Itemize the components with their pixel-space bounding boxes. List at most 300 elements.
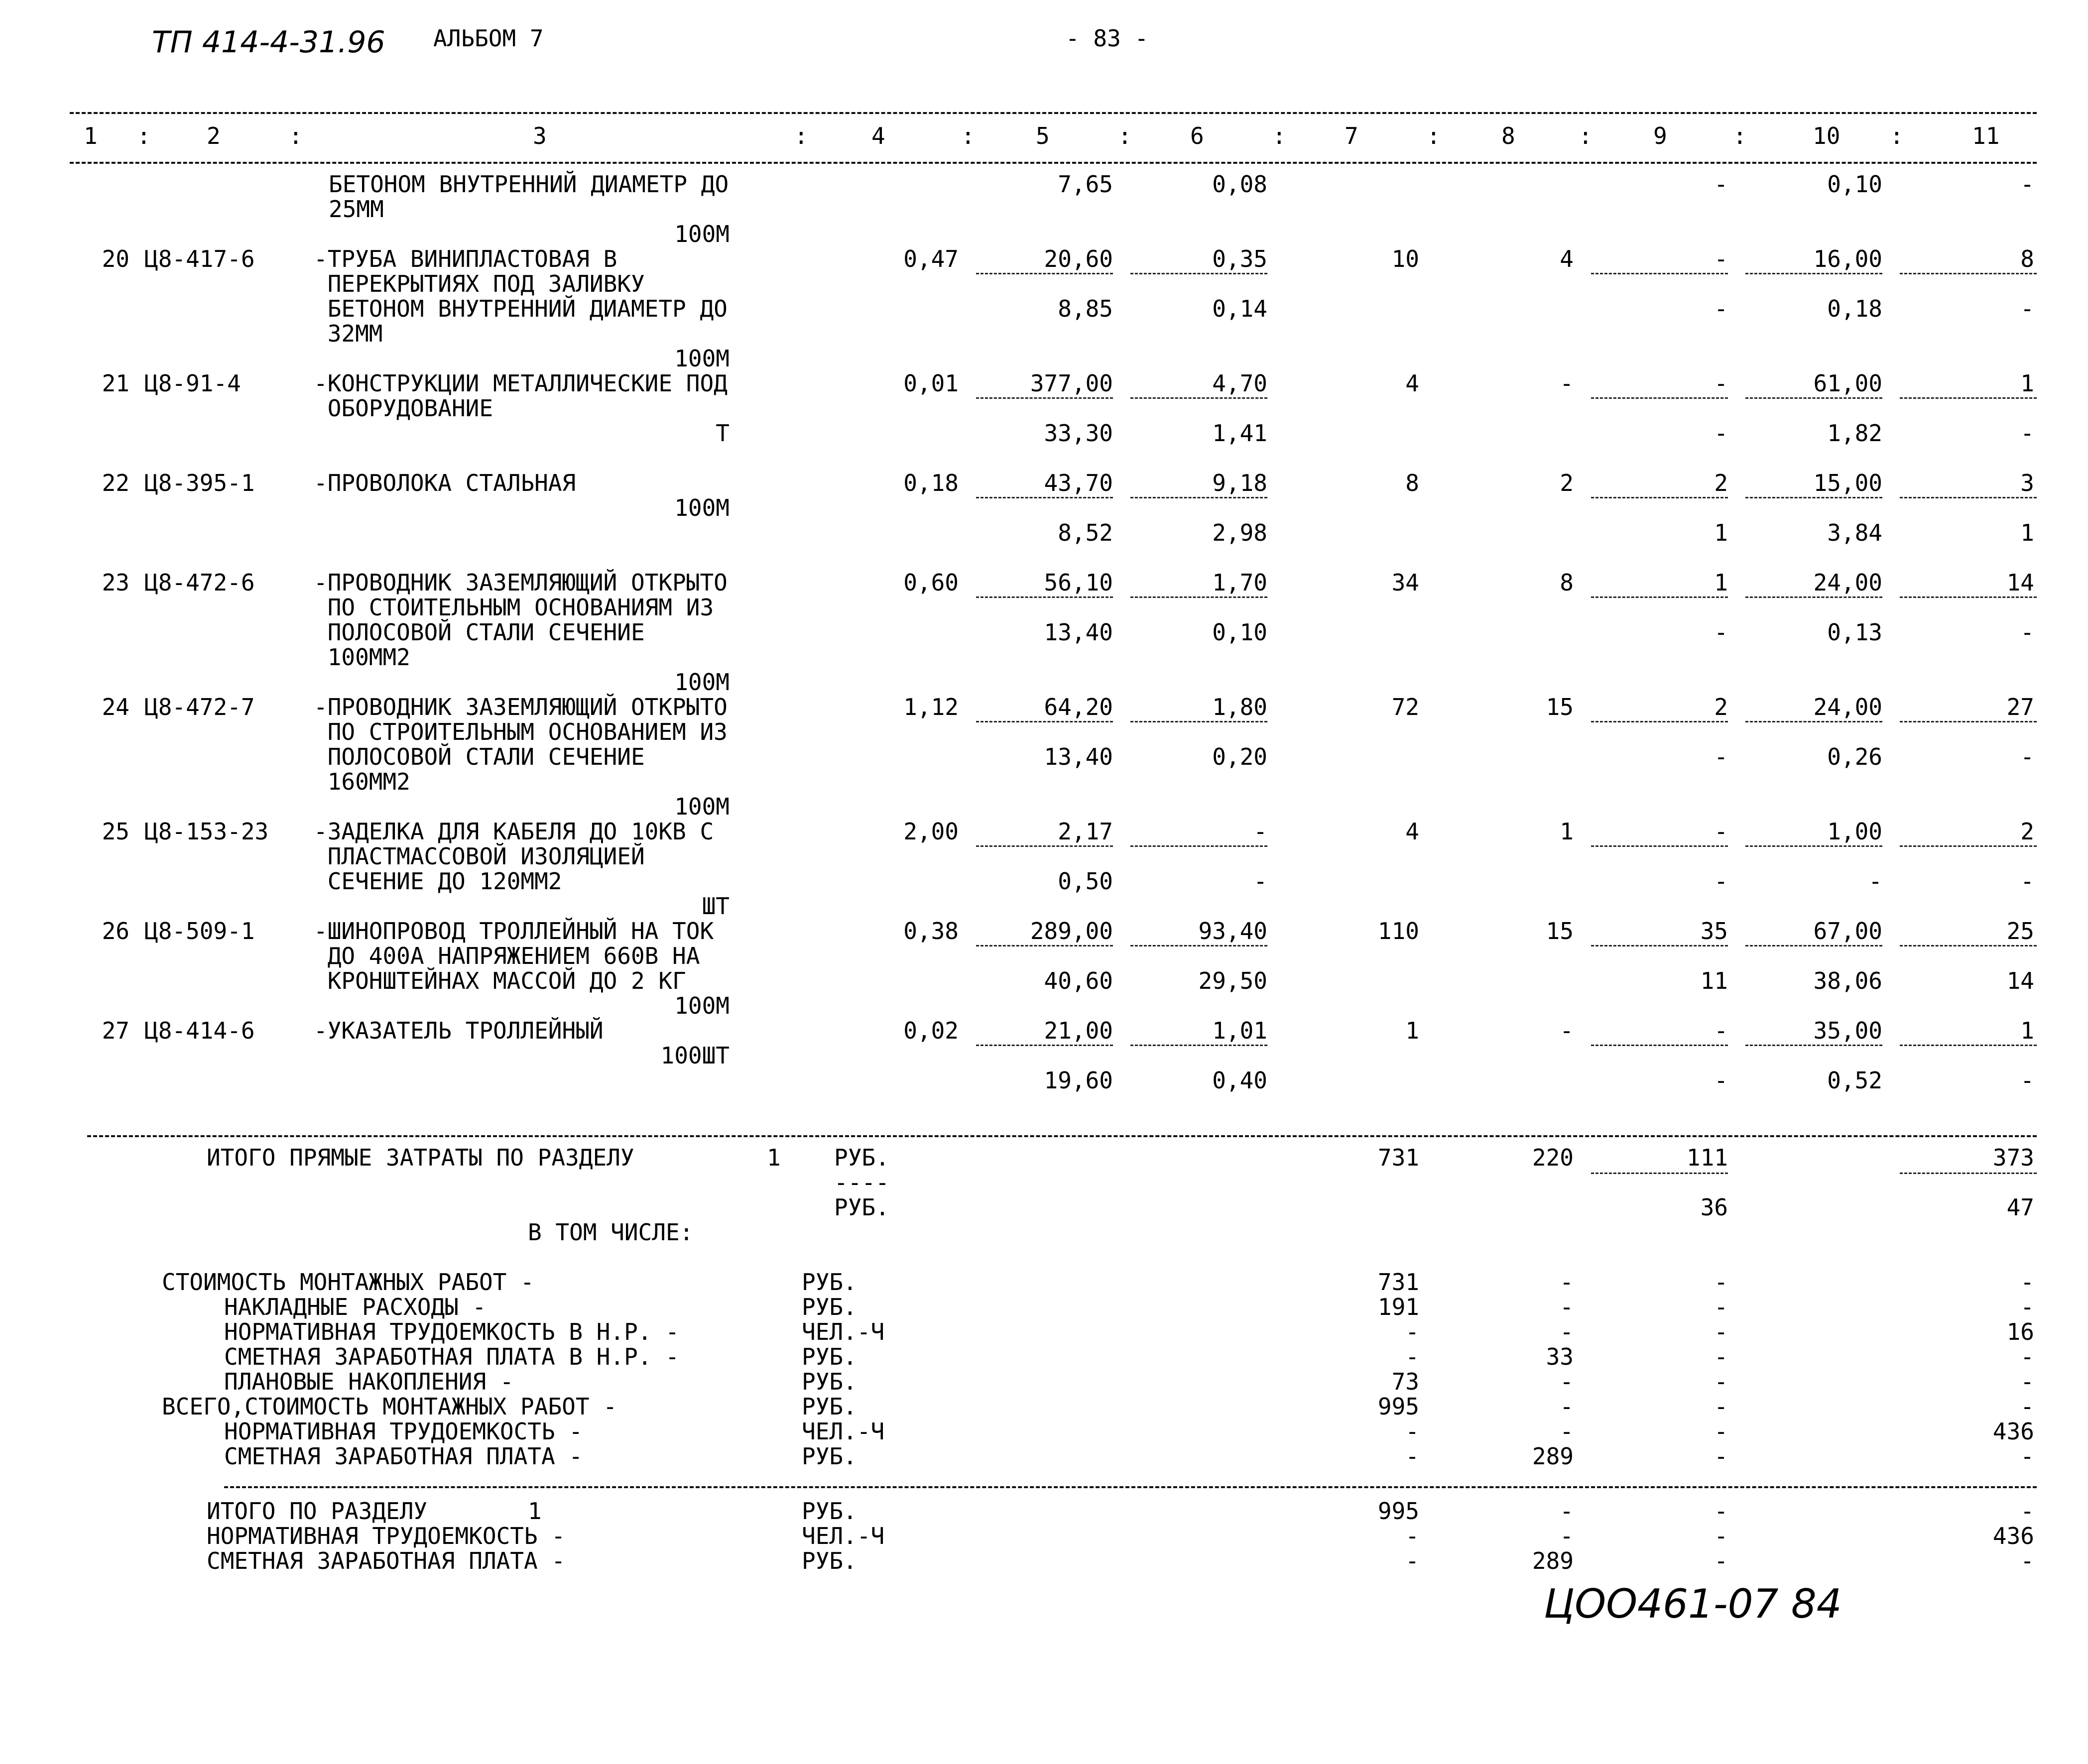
materials-cost-value: 19,60 bbox=[1044, 1067, 1113, 1094]
col9-bottom-value: - bbox=[1714, 171, 1728, 198]
cell-divider bbox=[1745, 845, 1882, 847]
unit-of-measure: 100М bbox=[674, 669, 730, 696]
machine-wages-value: 0,14 bbox=[1212, 295, 1267, 322]
section-total-machines: - bbox=[1714, 1498, 1728, 1525]
materials-cost-value: 7,65 bbox=[1058, 171, 1113, 198]
machine-labor-unit: 0,26 bbox=[1827, 743, 1882, 770]
machine-wages-value: 2,98 bbox=[1212, 519, 1267, 546]
machine-wages-value: 0,10 bbox=[1212, 619, 1267, 646]
unit-cost-total: 289,00 bbox=[1030, 918, 1113, 944]
cell-divider bbox=[1900, 497, 2037, 498]
labor-total-value: 25 bbox=[2006, 918, 2034, 944]
labor-total-value: 1 bbox=[2020, 370, 2034, 397]
quantity-value: 0,38 bbox=[903, 918, 959, 944]
cell-divider bbox=[1591, 497, 1728, 498]
cell-divider bbox=[1591, 845, 1728, 847]
machines-value: 2 bbox=[1714, 694, 1728, 720]
section-total-label: ИТОГО ПО РАЗДЕЛУ bbox=[207, 1498, 428, 1525]
cell-divider bbox=[1130, 273, 1267, 274]
row-number: 24 bbox=[102, 694, 129, 720]
total-cost-value: 10 bbox=[1391, 245, 1419, 272]
description-line: КРОНШТЕЙНАХ МАССОЙ ДО 2 КГ bbox=[314, 967, 686, 994]
cell-divider bbox=[1130, 845, 1267, 847]
row-number: 22 bbox=[102, 470, 129, 496]
machine-wages-total: - bbox=[1714, 868, 1728, 895]
unit-cost-machines: 0,35 bbox=[1212, 245, 1267, 272]
direct-costs-unit-divider: ---- bbox=[834, 1169, 889, 1196]
unit-cost-total: 64,20 bbox=[1044, 694, 1113, 720]
wages-value: 15 bbox=[1546, 918, 1574, 944]
breakdown-labor: - bbox=[2020, 1294, 2034, 1320]
album-label: АЛЬБОМ 7 bbox=[433, 25, 544, 52]
breakdown-cost: 191 bbox=[1377, 1294, 1419, 1320]
cell-divider bbox=[1745, 497, 1882, 498]
unit-of-measure: 100М bbox=[674, 992, 730, 1019]
unit-cost-total: 377,00 bbox=[1030, 370, 1113, 397]
quantity-value: 0,47 bbox=[903, 245, 959, 272]
cell-divider bbox=[1591, 273, 1728, 274]
breakdown-label: НАКЛАДНЫЕ РАСХОДЫ - bbox=[224, 1294, 487, 1320]
materials-cost-value: 40,60 bbox=[1044, 967, 1113, 994]
row-code: Ц8-472-7 bbox=[144, 694, 255, 720]
row-code: Ц8-472-6 bbox=[144, 569, 255, 596]
row-code: Ц8-414-6 bbox=[144, 1017, 255, 1044]
machine-labor-total: 14 bbox=[2006, 967, 2034, 994]
cell-divider bbox=[1900, 845, 2037, 847]
description-line: ОБОРУДОВАНИЕ bbox=[314, 395, 493, 422]
unit-of-measure: 100М bbox=[674, 494, 730, 521]
section-total-cost: - bbox=[1405, 1523, 1419, 1549]
breakdown-wages: - bbox=[1560, 1294, 1574, 1320]
cell-divider bbox=[1745, 397, 1882, 399]
cell-divider bbox=[1900, 721, 2037, 722]
cell-divider bbox=[1745, 721, 1882, 722]
breakdown-unit: ЧЕЛ.-Ч bbox=[802, 1418, 885, 1445]
machine-labor-unit: 1,82 bbox=[1827, 420, 1882, 447]
description-line: 25ММ bbox=[329, 196, 384, 223]
cell-divider bbox=[1900, 945, 2037, 946]
cell-divider bbox=[1591, 945, 1728, 946]
description-line: 100ММ2 bbox=[314, 644, 410, 671]
total-cost-value: 34 bbox=[1391, 569, 1419, 596]
section-total-unit: РУБ. bbox=[802, 1498, 857, 1525]
column-header-7: 7 bbox=[1345, 122, 1358, 149]
breakdown-cost: 731 bbox=[1377, 1269, 1419, 1295]
col10-bottom-value: 0,10 bbox=[1827, 171, 1882, 198]
machines-value: - bbox=[1714, 245, 1728, 272]
row-number: 27 bbox=[102, 1017, 129, 1044]
unit-of-measure: 100ШТ bbox=[660, 1042, 730, 1069]
quantity-value: 0,60 bbox=[903, 569, 959, 596]
unit-cost-total: 20,60 bbox=[1044, 245, 1113, 272]
page-number: - 83 - bbox=[1066, 25, 1149, 52]
column-header-1: 1 bbox=[84, 122, 98, 149]
labor-total-value: 3 bbox=[2020, 470, 2034, 496]
machine-labor-unit: 0,13 bbox=[1827, 619, 1882, 646]
total-cost-value: 1 bbox=[1405, 1017, 1419, 1044]
description-line: ПОЛОСОВОЙ СТАЛИ СЕЧЕНИЕ bbox=[314, 619, 645, 646]
direct-machines: 111 bbox=[1686, 1144, 1728, 1171]
unit-cost-total: 21,00 bbox=[1044, 1017, 1113, 1044]
breakdown-cost: - bbox=[1405, 1443, 1419, 1470]
machine-labor-unit: 0,52 bbox=[1827, 1067, 1882, 1094]
unit-cost-machines: 1,01 bbox=[1212, 1017, 1267, 1044]
machines-value: 2 bbox=[1714, 470, 1728, 496]
section-total-unit: ЧЕЛ.-Ч bbox=[802, 1523, 885, 1549]
breakdown-cost: - bbox=[1405, 1343, 1419, 1370]
machine-wages-total: - bbox=[1714, 743, 1728, 770]
col11-bottom-value: - bbox=[2020, 171, 2034, 198]
row-code: Ц8-153-23 bbox=[144, 818, 269, 845]
labor-unit-value: 35,00 bbox=[1813, 1017, 1882, 1044]
machine-labor-unit: 38,06 bbox=[1813, 967, 1882, 994]
column-separator: : bbox=[137, 122, 151, 149]
column-separator: : bbox=[961, 122, 975, 149]
breakdown-labor: - bbox=[2020, 1343, 2034, 1370]
breakdown-wages: - bbox=[1560, 1418, 1574, 1445]
machine-labor-unit: - bbox=[1868, 868, 1882, 895]
cell-divider bbox=[976, 397, 1113, 399]
breakdown-label: СМЕТНАЯ ЗАРАБОТНАЯ ПЛАТА В Н.Р. - bbox=[224, 1343, 679, 1370]
breakdown-unit: ЧЕЛ.-Ч bbox=[802, 1318, 885, 1345]
column-separator: : bbox=[1890, 122, 1904, 149]
machine-wages-value: - bbox=[1253, 868, 1267, 895]
breakdown-labor: - bbox=[2020, 1269, 2034, 1295]
direct-divider-9 bbox=[1591, 1173, 1728, 1174]
total-cost-value: 4 bbox=[1405, 818, 1419, 845]
description-line: БЕТОНОМ ВНУТРЕННИЙ ДИАМЕТР ДО bbox=[314, 295, 728, 322]
materials-cost-value: 13,40 bbox=[1044, 619, 1113, 646]
wages-value: 4 bbox=[1560, 245, 1574, 272]
row-code: Ц8-395-1 bbox=[144, 470, 255, 496]
breakdown-label: НОРМАТИВНАЯ ТРУДОЕМКОСТЬ - bbox=[224, 1418, 583, 1445]
machine-wages-value: 29,50 bbox=[1198, 967, 1267, 994]
description-line: -ПРОВОДНИК ЗАЗЕМЛЯЮЩИЙ ОТКРЫТО bbox=[314, 694, 728, 720]
machine-wages-total: 1 bbox=[1714, 519, 1728, 546]
cell-divider bbox=[1900, 273, 2037, 274]
total-cost-value: 110 bbox=[1377, 918, 1419, 944]
machine-wages-total: - bbox=[1714, 420, 1728, 447]
cell-divider bbox=[1130, 721, 1267, 722]
table-bottom-rule bbox=[87, 1135, 2037, 1137]
total-cost-value: 72 bbox=[1391, 694, 1419, 720]
labor-total-value: 1 bbox=[2020, 1017, 2034, 1044]
breakdown-machines: - bbox=[1714, 1294, 1728, 1320]
breakdown-wages: - bbox=[1560, 1368, 1574, 1395]
cell-divider bbox=[976, 945, 1113, 946]
machines-value: - bbox=[1714, 370, 1728, 397]
labor-unit-value: 67,00 bbox=[1813, 918, 1882, 944]
labor-unit-value: 61,00 bbox=[1813, 370, 1882, 397]
description-line: -ЗАДЕЛКА ДЛЯ КАБЕЛЯ ДО 10КВ С bbox=[314, 818, 714, 845]
total-cost-value: 8 bbox=[1405, 470, 1419, 496]
breakdown-label: НОРМАТИВНАЯ ТРУДОЕМКОСТЬ В Н.Р. - bbox=[224, 1318, 679, 1345]
direct-total-cost: 731 bbox=[1377, 1144, 1419, 1171]
breakdown-unit: РУБ. bbox=[802, 1343, 857, 1370]
unit-cost-machines: 1,70 bbox=[1212, 569, 1267, 596]
breakdown-unit: РУБ. bbox=[802, 1393, 857, 1420]
machine-labor-total: - bbox=[2020, 420, 2034, 447]
cell-divider bbox=[976, 845, 1113, 847]
column-header-10: 10 bbox=[1813, 122, 1841, 149]
breakdown-label: ПЛАНОВЫЕ НАКОПЛЕНИЯ - bbox=[224, 1368, 514, 1395]
breakdown-label: СМЕТНАЯ ЗАРАБОТНАЯ ПЛАТА - bbox=[224, 1443, 583, 1470]
column-separator: : bbox=[794, 122, 808, 149]
column-separator: : bbox=[289, 122, 303, 149]
machine-labor-total: - bbox=[2020, 1067, 2034, 1094]
row-number: 25 bbox=[102, 818, 129, 845]
labor-unit-value: 16,00 bbox=[1813, 245, 1882, 272]
description-line: -ПРОВОДНИК ЗАЗЕМЛЯЮЩИЙ ОТКРЫТО bbox=[314, 569, 728, 596]
breakdown-machines: - bbox=[1714, 1393, 1728, 1420]
unit-cost-machines: 9,18 bbox=[1212, 470, 1267, 496]
column-separator: : bbox=[1272, 122, 1286, 149]
cell-divider bbox=[1591, 397, 1728, 399]
quantity-value: 1,12 bbox=[903, 694, 959, 720]
unit-cost-machines: 1,80 bbox=[1212, 694, 1267, 720]
unit-cost-total: 56,10 bbox=[1044, 569, 1113, 596]
breakdown-unit: РУБ. bbox=[802, 1443, 857, 1470]
machine-wages-total: - bbox=[1714, 295, 1728, 322]
column-header-5: 5 bbox=[1036, 122, 1050, 149]
unit-cost-machines: 93,40 bbox=[1198, 918, 1267, 944]
breakdown-wages: 33 bbox=[1546, 1343, 1574, 1370]
materials-cost-value: 8,85 bbox=[1058, 295, 1113, 322]
cell-divider bbox=[1900, 596, 2037, 598]
labor-total-value: 2 bbox=[2020, 818, 2034, 845]
column-separator: : bbox=[1579, 122, 1593, 149]
row-number: 21 bbox=[102, 370, 129, 397]
breakdown-wages: 289 bbox=[1532, 1443, 1574, 1470]
breakdown-labor: - bbox=[2020, 1393, 2034, 1420]
cell-divider bbox=[1130, 596, 1267, 598]
labor-unit-value: 24,00 bbox=[1813, 694, 1882, 720]
description-line: -ПРОВОЛОКА СТАЛЬНАЯ bbox=[314, 470, 576, 496]
direct-labor: 373 bbox=[1992, 1144, 2034, 1171]
breakdown-wages: - bbox=[1560, 1318, 1574, 1345]
row-number: 20 bbox=[102, 245, 129, 272]
breakdown-machines: - bbox=[1714, 1269, 1728, 1295]
table-top-rule bbox=[70, 112, 2037, 114]
machine-wages-total: 11 bbox=[1700, 967, 1728, 994]
section-total-machines: - bbox=[1714, 1523, 1728, 1549]
cell-divider bbox=[1745, 1045, 1882, 1046]
materials-cost-value: 0,50 bbox=[1058, 868, 1113, 895]
cell-divider bbox=[976, 721, 1113, 722]
direct-costs-unit-2: РУБ. bbox=[834, 1194, 889, 1221]
section-total-rule bbox=[224, 1486, 2037, 1488]
breakdown-cost: 73 bbox=[1391, 1368, 1419, 1395]
direct-divider-11 bbox=[1900, 1173, 2037, 1174]
description-line: -ТРУБА ВИНИПЛАСТОВАЯ В bbox=[314, 245, 617, 272]
cell-divider bbox=[1745, 596, 1882, 598]
unit-cost-machines: 4,70 bbox=[1212, 370, 1267, 397]
labor-total-value: 14 bbox=[2006, 569, 2034, 596]
unit-cost-machines: - bbox=[1253, 818, 1267, 845]
section-total-wages: - bbox=[1560, 1523, 1574, 1549]
breakdown-machines: - bbox=[1714, 1343, 1728, 1370]
labor-unit-value: 24,00 bbox=[1813, 569, 1882, 596]
section-total-unit: РУБ. bbox=[802, 1547, 857, 1574]
description-line: 32ММ bbox=[314, 320, 383, 347]
cell-divider bbox=[1745, 273, 1882, 274]
direct-costs-label: ИТОГО ПРЯМЫЕ ЗАТРАТЫ ПО РАЗДЕЛУ bbox=[207, 1144, 634, 1171]
quantity-value: 0,01 bbox=[903, 370, 959, 397]
column-header-9: 9 bbox=[1653, 122, 1667, 149]
description-line: -УКАЗАТЕЛЬ ТРОЛЛЕЙНЫЙ bbox=[314, 1017, 604, 1044]
column-header-2: 2 bbox=[207, 122, 221, 149]
direct-costs-section: 1 bbox=[767, 1144, 781, 1171]
breakdown-machines: - bbox=[1714, 1318, 1728, 1345]
row-code: Ц8-509-1 bbox=[144, 918, 255, 944]
section-total-wages: 289 bbox=[1532, 1547, 1574, 1574]
machine-labor-total: 1 bbox=[2020, 519, 2034, 546]
cell-divider bbox=[1591, 721, 1728, 722]
breakdown-labor: - bbox=[2020, 1443, 2034, 1470]
breakdown-cost: - bbox=[1405, 1418, 1419, 1445]
breakdown-machines: - bbox=[1714, 1368, 1728, 1395]
machines-value: - bbox=[1714, 1017, 1728, 1044]
materials-cost-value: 33,30 bbox=[1044, 420, 1113, 447]
section-total-labor: - bbox=[2020, 1547, 2034, 1574]
column-header-6: 6 bbox=[1190, 122, 1204, 149]
quantity-value: 0,02 bbox=[903, 1017, 959, 1044]
quantity-value: 2,00 bbox=[903, 818, 959, 845]
handwritten-project-code: ТП 414-4-31.96 bbox=[152, 25, 385, 60]
section-total-label: СМЕТНАЯ ЗАРАБОТНАЯ ПЛАТА - bbox=[207, 1547, 566, 1574]
cell-divider bbox=[976, 1045, 1113, 1046]
section-total-cost: - bbox=[1405, 1547, 1419, 1574]
labor-unit-value: 1,00 bbox=[1827, 818, 1882, 845]
column-header-8: 8 bbox=[1501, 122, 1515, 149]
wages-value: 15 bbox=[1546, 694, 1574, 720]
breakdown-machines: - bbox=[1714, 1443, 1728, 1470]
unit-cost-total: 2,17 bbox=[1058, 818, 1113, 845]
labor-total-value: 27 bbox=[2006, 694, 2034, 720]
table-header-rule bbox=[70, 162, 2037, 164]
cell-divider bbox=[1130, 397, 1267, 399]
breakdown-unit: РУБ. bbox=[802, 1269, 857, 1295]
cell-divider bbox=[976, 596, 1113, 598]
wages-value: - bbox=[1560, 370, 1574, 397]
machines-value: 35 bbox=[1700, 918, 1728, 944]
wages-value: 1 bbox=[1560, 818, 1574, 845]
machine-labor-unit: 0,18 bbox=[1827, 295, 1882, 322]
machines-value: - bbox=[1714, 818, 1728, 845]
cell-divider bbox=[1130, 945, 1267, 946]
cell-divider bbox=[976, 273, 1113, 274]
including-label: В ТОМ ЧИСЛЕ: bbox=[528, 1219, 694, 1246]
breakdown-labor: 16 bbox=[2006, 1318, 2034, 1345]
wages-value: 2 bbox=[1560, 470, 1574, 496]
description-line: СЕЧЕНИЕ ДО 120ММ2 bbox=[314, 868, 562, 895]
unit-of-measure: 100М bbox=[674, 793, 730, 820]
machines-value: 1 bbox=[1714, 569, 1728, 596]
description-line: 160ММ2 bbox=[314, 768, 410, 795]
column-header-4: 4 bbox=[871, 122, 885, 149]
row-code: Ц8-417-6 bbox=[144, 245, 255, 272]
quantity-value: 0,18 bbox=[903, 470, 959, 496]
section-total-number: 1 bbox=[528, 1498, 542, 1525]
direct-wages: 220 bbox=[1532, 1144, 1574, 1171]
section-total-wages: - bbox=[1560, 1498, 1574, 1525]
cell-divider bbox=[1745, 945, 1882, 946]
unit-of-measure: Т bbox=[716, 420, 730, 447]
breakdown-wages: - bbox=[1560, 1393, 1574, 1420]
cell-divider bbox=[1591, 1045, 1728, 1046]
machine-labor-total: - bbox=[2020, 295, 2034, 322]
cell-divider bbox=[1130, 1045, 1267, 1046]
unit-of-measure: 100М bbox=[674, 345, 730, 372]
machine-wages-total: - bbox=[1714, 619, 1728, 646]
breakdown-labor: 436 bbox=[1992, 1418, 2034, 1445]
row-code: Ц8-91-4 bbox=[144, 370, 241, 397]
wages-value: 8 bbox=[1560, 569, 1574, 596]
section-total-label: НОРМАТИВНАЯ ТРУДОЕМКОСТЬ - bbox=[207, 1523, 566, 1549]
description-line: -КОНСТРУКЦИИ МЕТАЛЛИЧЕСКИЕ ПОД bbox=[314, 370, 728, 397]
machine-wages-value: 0,20 bbox=[1212, 743, 1267, 770]
unit-of-measure: 100М bbox=[674, 221, 730, 247]
wages-value: - bbox=[1560, 1017, 1574, 1044]
direct-machine-wages: 36 bbox=[1700, 1194, 1728, 1221]
row-number: 23 bbox=[102, 569, 129, 596]
machine-wages-value: 0,40 bbox=[1212, 1067, 1267, 1094]
unit-cost-total: 43,70 bbox=[1044, 470, 1113, 496]
breakdown-unit: РУБ. bbox=[802, 1294, 857, 1320]
cell-divider bbox=[976, 497, 1113, 498]
cell-divider bbox=[1900, 1045, 2037, 1046]
breakdown-labor: - bbox=[2020, 1368, 2034, 1395]
unit-of-measure: ШТ bbox=[702, 893, 730, 920]
breakdown-cost: 995 bbox=[1377, 1393, 1419, 1420]
machine-labor-total: - bbox=[2020, 619, 2034, 646]
column-separator: : bbox=[1118, 122, 1132, 149]
description-line: ПОЛОСОВОЙ СТАЛИ СЕЧЕНИЕ bbox=[314, 743, 645, 770]
column-header-11: 11 bbox=[1972, 122, 2000, 149]
machine-wages-value: 1,41 bbox=[1212, 420, 1267, 447]
section-total-labor: 436 bbox=[1992, 1523, 2034, 1549]
section-total-cost: 995 bbox=[1377, 1498, 1419, 1525]
total-cost-value: 4 bbox=[1405, 370, 1419, 397]
machine-cost-value: 0,08 bbox=[1212, 171, 1267, 198]
breakdown-cost: - bbox=[1405, 1318, 1419, 1345]
cell-divider bbox=[1130, 497, 1267, 498]
description-line: ПО СТОИТЕЛЬНЫМ ОСНОВАНИЯМ ИЗ bbox=[314, 594, 714, 621]
column-separator: : bbox=[1427, 122, 1441, 149]
labor-unit-value: 15,00 bbox=[1813, 470, 1882, 496]
direct-machine-labor: 47 bbox=[2006, 1194, 2034, 1221]
description-line: -ШИНОПРОВОД ТРОЛЛЕЙНЫЙ НА ТОК bbox=[314, 918, 714, 944]
description-line: ПЕРЕКРЫТИЯХ ПОД ЗАЛИВКУ bbox=[314, 270, 645, 297]
column-header-3: 3 bbox=[533, 122, 547, 149]
description-line: ДО 400А НАПРЯЖЕНИЕМ 660В НА bbox=[314, 942, 700, 969]
machine-labor-total: - bbox=[2020, 868, 2034, 895]
cell-divider bbox=[1591, 596, 1728, 598]
machine-labor-total: - bbox=[2020, 743, 2034, 770]
breakdown-wages: - bbox=[1560, 1269, 1574, 1295]
breakdown-label: ВСЕГО,СТОИМОСТЬ МОНТАЖНЫХ РАБОТ - bbox=[162, 1393, 617, 1420]
description-line: ПО СТРОИТЕЛЬНЫМ ОСНОВАНИЕМ ИЗ bbox=[314, 718, 728, 745]
machine-wages-total: - bbox=[1714, 1067, 1728, 1094]
column-separator: : bbox=[1733, 122, 1747, 149]
section-total-machines: - bbox=[1714, 1547, 1728, 1574]
cell-divider bbox=[1900, 397, 2037, 399]
machine-labor-unit: 3,84 bbox=[1827, 519, 1882, 546]
breakdown-unit: РУБ. bbox=[802, 1368, 857, 1395]
breakdown-label: СТОИМОСТЬ МОНТАЖНЫХ РАБОТ - bbox=[162, 1269, 534, 1295]
materials-cost-value: 8,52 bbox=[1058, 519, 1113, 546]
section-total-labor: - bbox=[2020, 1498, 2034, 1525]
